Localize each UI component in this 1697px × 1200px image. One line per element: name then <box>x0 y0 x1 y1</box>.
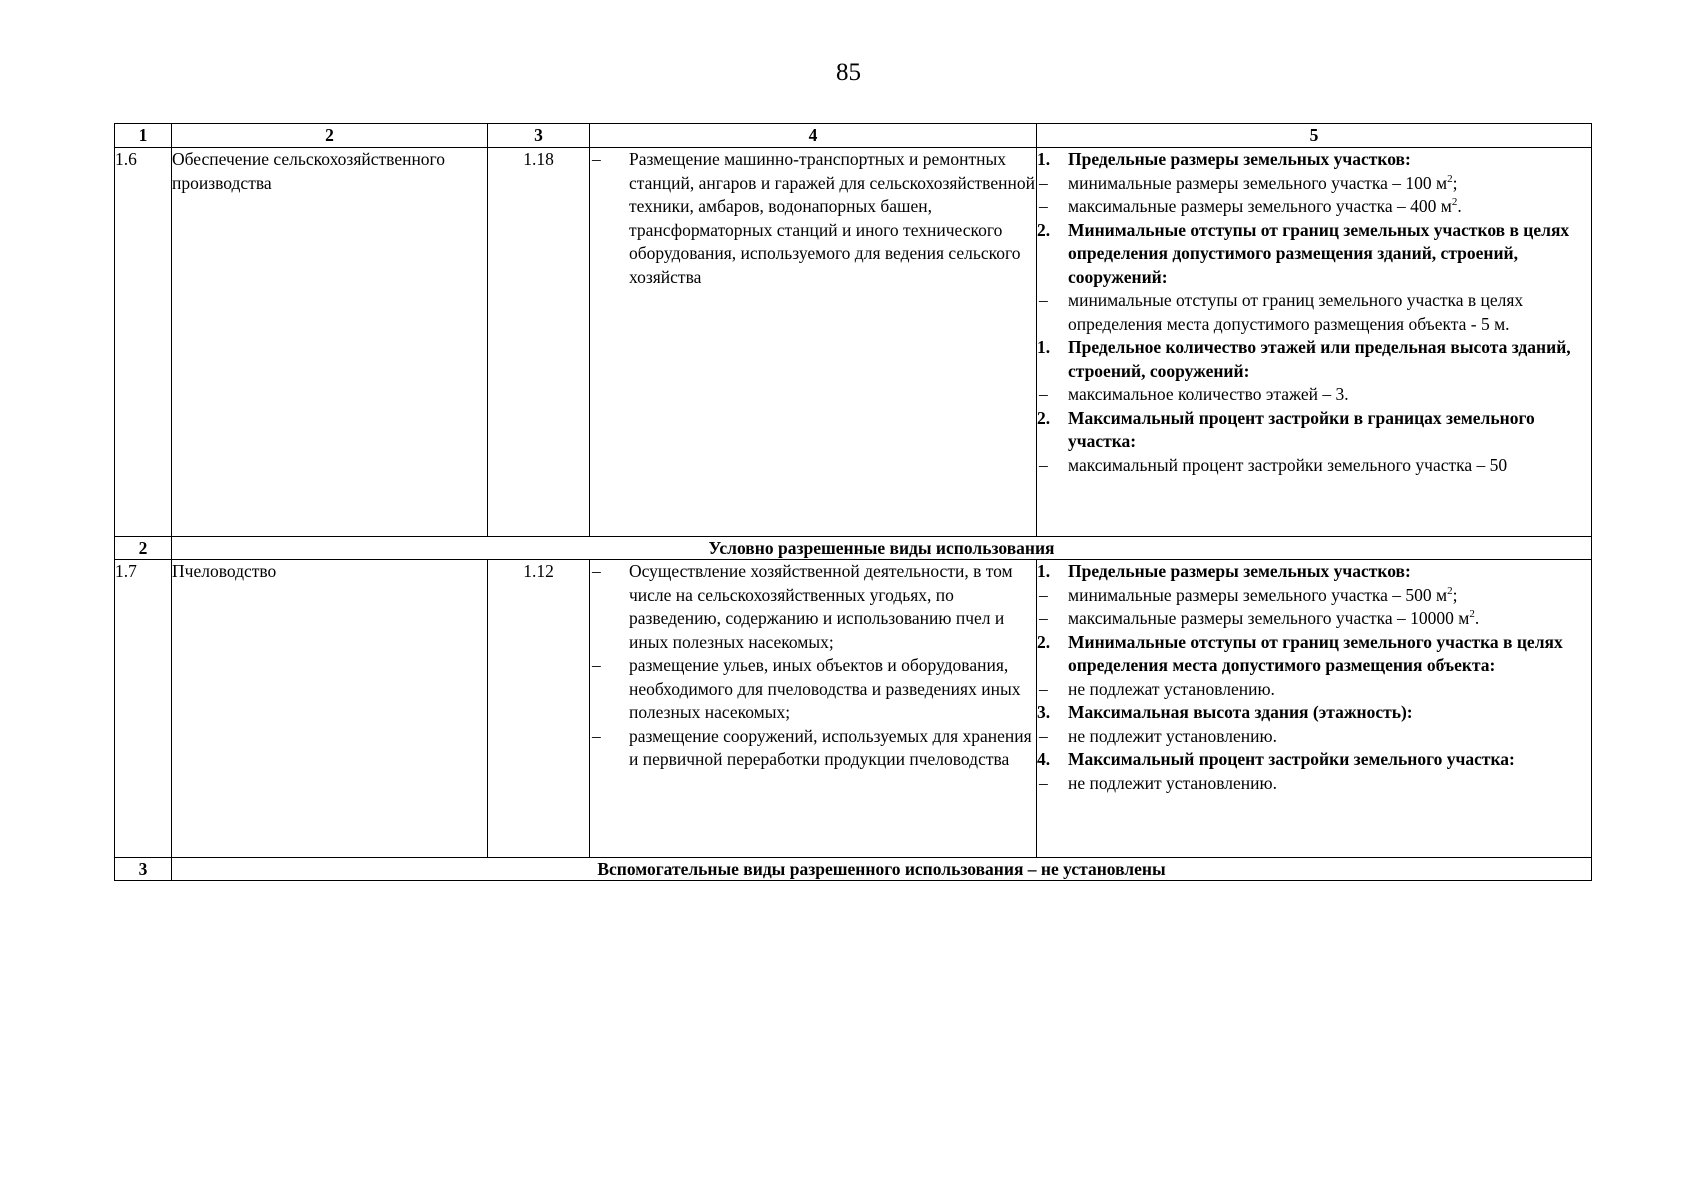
list-item <box>590 148 1036 289</box>
bullet-dash: – <box>1039 725 1048 746</box>
bullet-dash: – <box>1039 384 1048 404</box>
item-text-main: не подлежит установлению. <box>1068 772 1277 793</box>
item-text <box>1068 560 1591 584</box>
item-text <box>1068 454 1591 478</box>
item-punctuation: . <box>1457 196 1462 216</box>
section-number: 2 <box>115 537 172 560</box>
item-number: 4. <box>1037 749 1051 769</box>
item-text-main: Максимальный процент застройки в границах земельного участка: <box>1068 407 1535 451</box>
section-number: 3 <box>115 858 172 881</box>
item-text-main: минимальные размеры земельного участка – 500 м <box>1068 584 1448 605</box>
item-text <box>1068 678 1591 702</box>
parameter-heading <box>1037 336 1591 383</box>
column-header: 1 <box>115 124 172 148</box>
row-number: 1.7 <box>115 560 172 858</box>
parameter-heading <box>1037 701 1591 725</box>
list-item <box>1037 195 1591 219</box>
item-text-main: Предельное количество этажей или предельная высота зданий, строений, сооружений: <box>1068 337 1571 381</box>
item-text-main: размещение сооружений, используемых для хранения и первичной переработки продукции пчеловодства <box>629 725 1032 769</box>
item-text <box>1068 172 1591 196</box>
item-number: 2. <box>1037 631 1051 652</box>
item-text <box>1068 383 1591 407</box>
item-text <box>1068 148 1591 172</box>
bullet-dash: – <box>592 561 601 581</box>
item-text-main: размещение ульев, иных объектов и оборудования, необходимого для пчеловодства и разведениях иных полезных насекомых; <box>629 655 1021 722</box>
item-text <box>629 560 1036 654</box>
parameter-heading <box>1037 560 1591 584</box>
item-punctuation: . <box>1474 608 1480 628</box>
table-header-row <box>115 124 1592 148</box>
use-type-code: 1.18 <box>488 148 590 537</box>
item-text-main: Максимальная высота здания (этажность): <box>1068 702 1413 722</box>
use-parameters <box>1037 560 1592 858</box>
item-text-main: Минимальные отступы от границ земельных участков в целях определения допустимого размещения зданий, строений, сооружений: <box>1068 219 1570 287</box>
parameter-heading <box>1037 219 1591 290</box>
item-text <box>1068 701 1591 725</box>
item-number: 2. <box>1037 219 1051 240</box>
item-text <box>1068 219 1591 290</box>
column-header: 2 <box>172 124 488 148</box>
list-item <box>1037 454 1591 478</box>
bullet-dash: – <box>592 149 601 169</box>
bullet-dash: – <box>1039 772 1048 793</box>
item-punctuation: ; <box>1452 584 1458 605</box>
list-item <box>1037 584 1591 608</box>
use-type-name: Пчеловодство <box>172 560 488 858</box>
bullet-dash: – <box>1039 608 1048 628</box>
bullet-dash: – <box>1039 454 1048 475</box>
item-text <box>1068 607 1591 631</box>
bullet-dash: – <box>1039 584 1048 605</box>
item-text-main: максимальные размеры земельного участка – 10000 м <box>1068 608 1470 628</box>
parameter-heading <box>1037 407 1591 454</box>
section-title: Условно разрешенные виды использования <box>172 537 1592 560</box>
bullet-dash: – <box>1039 290 1048 310</box>
item-text-main: Минимальные отступы от границ земельного участка в целях определения места допустимого размещения объекта: <box>1068 631 1563 675</box>
zoning-table <box>114 123 1592 881</box>
use-parameters <box>1037 148 1592 537</box>
item-text <box>629 654 1036 725</box>
item-number: 1. <box>1037 561 1051 581</box>
item-punctuation: ; <box>1452 172 1458 193</box>
item-text <box>1068 407 1591 454</box>
bullet-dash: – <box>592 655 601 675</box>
column-header: 5 <box>1037 124 1592 148</box>
use-description <box>590 148 1037 537</box>
use-type-name: Обеспечение сельскохозяйственного производства <box>172 148 488 537</box>
item-text-main: Предельные размеры земельных участков: <box>1068 149 1411 169</box>
item-text-main: Предельные размеры земельных участков: <box>1068 561 1411 581</box>
page-number: 85 <box>836 59 861 86</box>
item-text-main: максимальные размеры земельного участка – 400 м <box>1068 196 1452 216</box>
unit-superscript: 2 <box>1451 196 1458 208</box>
list-item <box>590 560 1036 654</box>
item-text <box>1068 195 1591 219</box>
list-item <box>590 725 1036 772</box>
item-text-main: не подлежит установлению. <box>1068 725 1277 746</box>
row-number: 1.6 <box>115 148 172 537</box>
unit-superscript: 2 <box>1447 172 1453 185</box>
list-item <box>1037 725 1591 749</box>
bullet-dash: – <box>1039 678 1048 699</box>
item-text-main: Размещение машинно-транспортных и ремонтных станций, ангаров и гаражей для сельскохозяйственной техники, амбаров, водонапорных башен, трансформаторных станций и иного технического оборудования, используемого для ведения сельского хозяйства <box>629 149 1035 287</box>
list-item <box>590 654 1036 725</box>
item-text <box>629 725 1036 772</box>
item-text <box>1068 631 1591 678</box>
item-text <box>1068 748 1591 772</box>
item-text-main: минимальные размеры земельного участка – 100 м <box>1068 172 1448 193</box>
list-item <box>1037 607 1591 631</box>
use-description <box>590 560 1037 858</box>
use-type-code: 1.12 <box>488 560 590 858</box>
bullet-dash: – <box>1039 172 1048 193</box>
table-row <box>115 148 1592 537</box>
parameter-heading <box>1037 748 1591 772</box>
item-text-main: Осуществление хозяйственной деятельности, в том числе на сельскохозяйственных угодьях, по разведению, содержанию и использованию пчел и иных полезных насекомых; <box>629 561 1013 652</box>
item-text <box>1068 584 1591 608</box>
item-text <box>1068 336 1591 383</box>
item-text-main: Максимальный процент застройки земельного участка: <box>1068 749 1515 769</box>
item-number: 3. <box>1037 702 1051 722</box>
item-text-main: максимальное количество этажей – 3. <box>1068 384 1349 404</box>
list-item <box>1037 772 1591 796</box>
column-header: 3 <box>488 124 590 148</box>
unit-superscript: 2 <box>1469 608 1475 620</box>
item-number: 1. <box>1037 149 1051 169</box>
list-item <box>1037 383 1591 407</box>
bullet-dash: – <box>1039 196 1048 216</box>
item-text <box>1068 772 1591 796</box>
column-header: 4 <box>590 124 1037 148</box>
item-text-main: максимальный процент застройки земельного участка – 50 <box>1068 454 1508 475</box>
section-row <box>115 858 1592 881</box>
list-item <box>1037 289 1591 336</box>
unit-superscript: 2 <box>1447 584 1453 597</box>
item-text-main: минимальные отступы от границ земельного участка в целях определения места допустимого размещения объекта - 5 м. <box>1068 290 1524 334</box>
parameter-heading <box>1037 631 1591 678</box>
item-text <box>1068 725 1591 749</box>
item-text <box>629 148 1036 289</box>
section-row <box>115 537 1592 560</box>
item-number: 2. <box>1037 407 1051 428</box>
parameter-heading <box>1037 148 1591 172</box>
item-number: 1. <box>1037 337 1051 357</box>
section-title: Вспомогательные виды разрешенного использования – не установлены <box>172 858 1592 881</box>
bullet-dash: – <box>592 725 601 746</box>
list-item <box>1037 172 1591 196</box>
table-row <box>115 560 1592 858</box>
item-text <box>1068 289 1591 336</box>
list-item <box>1037 678 1591 702</box>
item-text-main: не подлежат установлению. <box>1068 678 1275 699</box>
